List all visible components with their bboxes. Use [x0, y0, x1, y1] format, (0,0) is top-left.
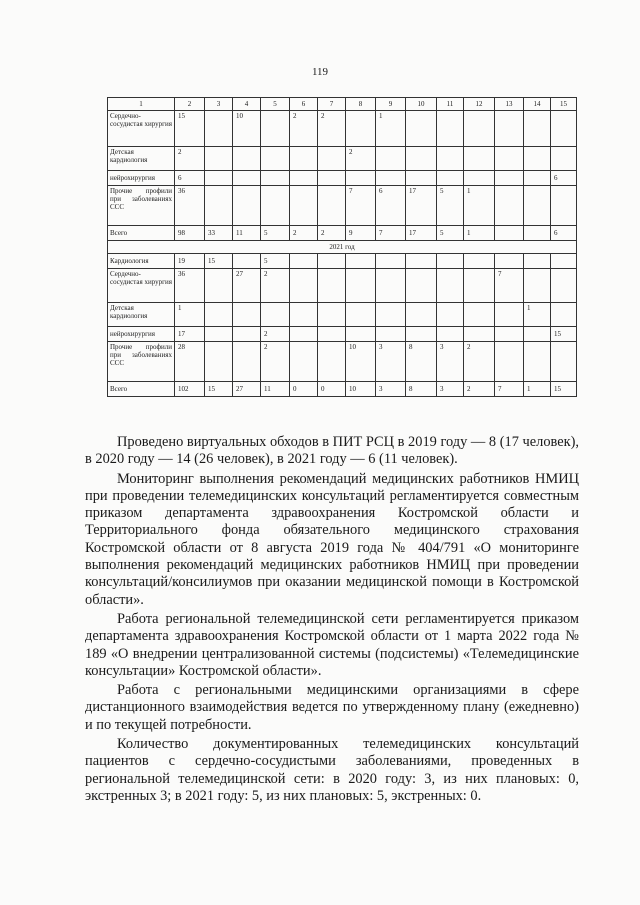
table-cell: 9: [346, 226, 376, 241]
table-cell: [233, 147, 261, 171]
table-cell: 1: [175, 303, 205, 327]
table-cell: 2: [175, 147, 205, 171]
table-cell: 8: [406, 382, 437, 397]
table-cell: 2: [261, 269, 290, 303]
paragraph: Количество документированных телемедицинских консультаций пациентов с сердечно-сосудистыми заболеваниями, проведенных в региональной телемедицинской сети: в 2020 году: 3, из них плановых: 0, экстренных 3; в 2021 году: 5, из них плановых: 5, экстренных: 0.: [85, 736, 579, 804]
table-cell: 1: [524, 303, 551, 327]
table-cell: 7: [495, 269, 524, 303]
table-cell: 6: [551, 226, 577, 241]
table-cell: [464, 254, 495, 269]
table-cell: [495, 226, 524, 241]
table-cell: [437, 147, 464, 171]
table-cell: 2: [464, 342, 495, 382]
row-label: Детская кардиология: [108, 147, 175, 171]
table-cell: 2: [261, 327, 290, 342]
table-cell: [318, 342, 346, 382]
table-cell: [495, 111, 524, 147]
table-cell: 7: [346, 186, 376, 226]
table-cell: [495, 342, 524, 382]
table-cell: [290, 171, 318, 186]
table-row: [108, 327, 577, 342]
table-cell: [524, 186, 551, 226]
column-header: 2: [175, 98, 205, 111]
column-header: 3: [205, 98, 233, 111]
column-header: 15: [551, 98, 577, 111]
table-cell: [261, 147, 290, 171]
row-label: Прочие профили при заболеваниях ССС: [108, 342, 175, 382]
table-cell: [205, 303, 233, 327]
table-cell: [205, 327, 233, 342]
column-header: 6: [290, 98, 318, 111]
table-cell: [261, 111, 290, 147]
table-header-row: [108, 98, 577, 111]
table-cell: 15: [205, 382, 233, 397]
table-cell: [261, 186, 290, 226]
table-cell: 33: [205, 226, 233, 241]
table-cell: [437, 111, 464, 147]
table-cell: 15: [551, 382, 577, 397]
table-cell: [205, 171, 233, 186]
table-cell: 36: [175, 186, 205, 226]
table-cell: [205, 269, 233, 303]
row-label: Всего: [108, 226, 175, 241]
table-row: [108, 226, 577, 241]
table-cell: [551, 147, 577, 171]
table-cell: [318, 171, 346, 186]
table-cell: 1: [376, 111, 406, 147]
column-header: 10: [406, 98, 437, 111]
table-row: [108, 254, 577, 269]
table-cell: [464, 303, 495, 327]
table-cell: 27: [233, 269, 261, 303]
table-cell: [233, 327, 261, 342]
table-cell: [406, 147, 437, 171]
table-cell: [551, 254, 577, 269]
table-cell: [495, 303, 524, 327]
table-row: [108, 111, 577, 147]
table-row: [108, 186, 577, 226]
table-cell: 15: [175, 111, 205, 147]
table-cell: [290, 342, 318, 382]
table-cell: 28: [175, 342, 205, 382]
table-cell: [495, 186, 524, 226]
paragraph: Мониторинг выполнения рекомендаций медицинских работников НМИЦ при проведении телемедицинских консультаций регламентируется совместным приказом департамента здравоохранения Костромской области и Территориального фонда обязательного медицинского страхования Костромской области от 8 августа 2019 года № 404/791 «О мониторинге выполнения рекомендаций медицинских работников НМИЦ при проведении консультаций/консилиумов при оказании медицинской помощи в Костромской области».: [85, 470, 579, 608]
table-row: [108, 171, 577, 186]
table-cell: 1: [464, 186, 495, 226]
table-cell: [233, 342, 261, 382]
table-cell: [290, 147, 318, 171]
column-header: 12: [464, 98, 495, 111]
table-cell: 6: [376, 186, 406, 226]
table-cell: 3: [437, 382, 464, 397]
row-label: Прочие профили при заболеваниях ССС: [108, 186, 175, 226]
table-cell: [406, 327, 437, 342]
table-cell: [551, 303, 577, 327]
table-cell: 2: [318, 111, 346, 147]
table-cell: [551, 111, 577, 147]
table-cell: [205, 111, 233, 147]
table-cell: 10: [346, 382, 376, 397]
column-header: 7: [318, 98, 346, 111]
table-cell: 0: [318, 382, 346, 397]
table-cell: [233, 303, 261, 327]
table-cell: [318, 303, 346, 327]
table-cell: 6: [175, 171, 205, 186]
table-cell: 19: [175, 254, 205, 269]
table-cell: [495, 171, 524, 186]
table-cell: [406, 269, 437, 303]
column-header: 5: [261, 98, 290, 111]
table-cell: [318, 327, 346, 342]
year-row: [108, 241, 577, 254]
table-cell: [464, 147, 495, 171]
column-header: 9: [376, 98, 406, 111]
table-cell: 5: [437, 186, 464, 226]
table-cell: 17: [406, 186, 437, 226]
table-cell: [524, 226, 551, 241]
table-cell: 27: [233, 382, 261, 397]
table-cell: 7: [376, 226, 406, 241]
table-cell: [464, 111, 495, 147]
table-cell: [346, 269, 376, 303]
table-cell: 7: [495, 382, 524, 397]
body-text: [85, 434, 579, 807]
page-number: 119: [311, 66, 329, 78]
column-header: 8: [346, 98, 376, 111]
table-cell: [318, 254, 346, 269]
table-cell: [233, 171, 261, 186]
statistics-table: [107, 97, 577, 397]
table-cell: 98: [175, 226, 205, 241]
table-cell: 2: [290, 226, 318, 241]
table-cell: [290, 254, 318, 269]
table-cell: 2: [290, 111, 318, 147]
table-cell: 1: [464, 226, 495, 241]
table-cell: [261, 171, 290, 186]
table-cell: [318, 269, 346, 303]
table-cell: [346, 171, 376, 186]
table-cell: [346, 254, 376, 269]
paragraph: Работа региональной телемедицинской сети регламентируется приказом департамента здравоохранения Костромской области от 1 марта 2022 года № 189 «О внедрении централизованной системы (подсистемы) «Телемедицинские консультации» Костромской области».: [85, 610, 579, 679]
table-cell: 1: [524, 382, 551, 397]
table-cell: [524, 147, 551, 171]
table-cell: [376, 303, 406, 327]
table-cell: [205, 186, 233, 226]
table-cell: [290, 303, 318, 327]
table-cell: [233, 254, 261, 269]
table-cell: 10: [233, 111, 261, 147]
table-cell: [376, 254, 406, 269]
table-cell: [376, 269, 406, 303]
table-cell: [437, 171, 464, 186]
table-cell: [346, 303, 376, 327]
row-label: нейрохирургия: [108, 327, 175, 342]
row-label: Всего: [108, 382, 175, 397]
row-label: Кардиология: [108, 254, 175, 269]
table-cell: [290, 269, 318, 303]
table-cell: 2: [464, 382, 495, 397]
table-row: [108, 342, 577, 382]
table-cell: [406, 171, 437, 186]
column-header: 13: [495, 98, 524, 111]
table-cell: [437, 254, 464, 269]
table-cell: 10: [346, 342, 376, 382]
table-cell: 6: [551, 171, 577, 186]
table-cell: [495, 254, 524, 269]
table-cell: [524, 342, 551, 382]
row-label: Детская кардиология: [108, 303, 175, 327]
table-cell: 5: [437, 226, 464, 241]
table-cell: 36: [175, 269, 205, 303]
table-cell: 0: [290, 382, 318, 397]
table-cell: 17: [406, 226, 437, 241]
table-cell: 2: [346, 147, 376, 171]
table-cell: [495, 147, 524, 171]
table-cell: [437, 327, 464, 342]
table-row: [108, 147, 577, 171]
column-header: 4: [233, 98, 261, 111]
table-cell: [495, 327, 524, 342]
paragraph: Работа с региональными медицинскими организациями в сфере дистанционного взаимодействия ведется по утвержденному плану (ежедневно) и по текущей потребности.: [85, 682, 579, 733]
table-cell: 3: [437, 342, 464, 382]
table-cell: [551, 186, 577, 226]
table-cell: 2: [318, 226, 346, 241]
table-cell: [464, 171, 495, 186]
column-header: 14: [524, 98, 551, 111]
table-cell: [406, 254, 437, 269]
year-label: 2021 год: [108, 241, 577, 254]
table-cell: [524, 171, 551, 186]
table-cell: [346, 327, 376, 342]
table-cell: 2: [261, 342, 290, 382]
table-cell: [205, 147, 233, 171]
table-row: [108, 303, 577, 327]
table-cell: [290, 186, 318, 226]
table-cell: [464, 269, 495, 303]
row-label: Сердечно-сосудистая хирургия: [108, 269, 175, 303]
table-cell: [376, 171, 406, 186]
table-cell: [437, 269, 464, 303]
table-cell: [406, 111, 437, 147]
table-row: [108, 382, 577, 397]
table-cell: [290, 327, 318, 342]
table-cell: 15: [205, 254, 233, 269]
table-cell: [261, 303, 290, 327]
column-header: 11: [437, 98, 464, 111]
table-row: [108, 269, 577, 303]
table-cell: 17: [175, 327, 205, 342]
table-cell: [551, 269, 577, 303]
table-cell: [524, 269, 551, 303]
table-cell: [524, 327, 551, 342]
table-cell: 8: [406, 342, 437, 382]
table-cell: 11: [261, 382, 290, 397]
row-label: Сердечно-сосудистая хирургия: [108, 111, 175, 147]
table-cell: [376, 147, 406, 171]
table-cell: 3: [376, 342, 406, 382]
table-cell: [318, 147, 346, 171]
table-cell: [205, 342, 233, 382]
table-cell: 5: [261, 254, 290, 269]
table-cell: [524, 254, 551, 269]
table-cell: [346, 111, 376, 147]
table-cell: 15: [551, 327, 577, 342]
table-cell: [318, 186, 346, 226]
row-label: нейрохирургия: [108, 171, 175, 186]
paragraph: Проведено виртуальных обходов в ПИТ РСЦ в 2019 году — 8 (17 человек), в 2020 году — 14 (26 человек), в 2021 году — 6 (11 человек).: [85, 434, 579, 468]
table-cell: 3: [376, 382, 406, 397]
table-cell: [551, 342, 577, 382]
table-cell: [376, 327, 406, 342]
table-cell: 11: [233, 226, 261, 241]
table-cell: 102: [175, 382, 205, 397]
table-cell: 5: [261, 226, 290, 241]
table-cell: [464, 327, 495, 342]
table-cell: [233, 186, 261, 226]
table-cell: [524, 111, 551, 147]
table-cell: [406, 303, 437, 327]
table-cell: [437, 303, 464, 327]
column-header: 1: [108, 98, 175, 111]
